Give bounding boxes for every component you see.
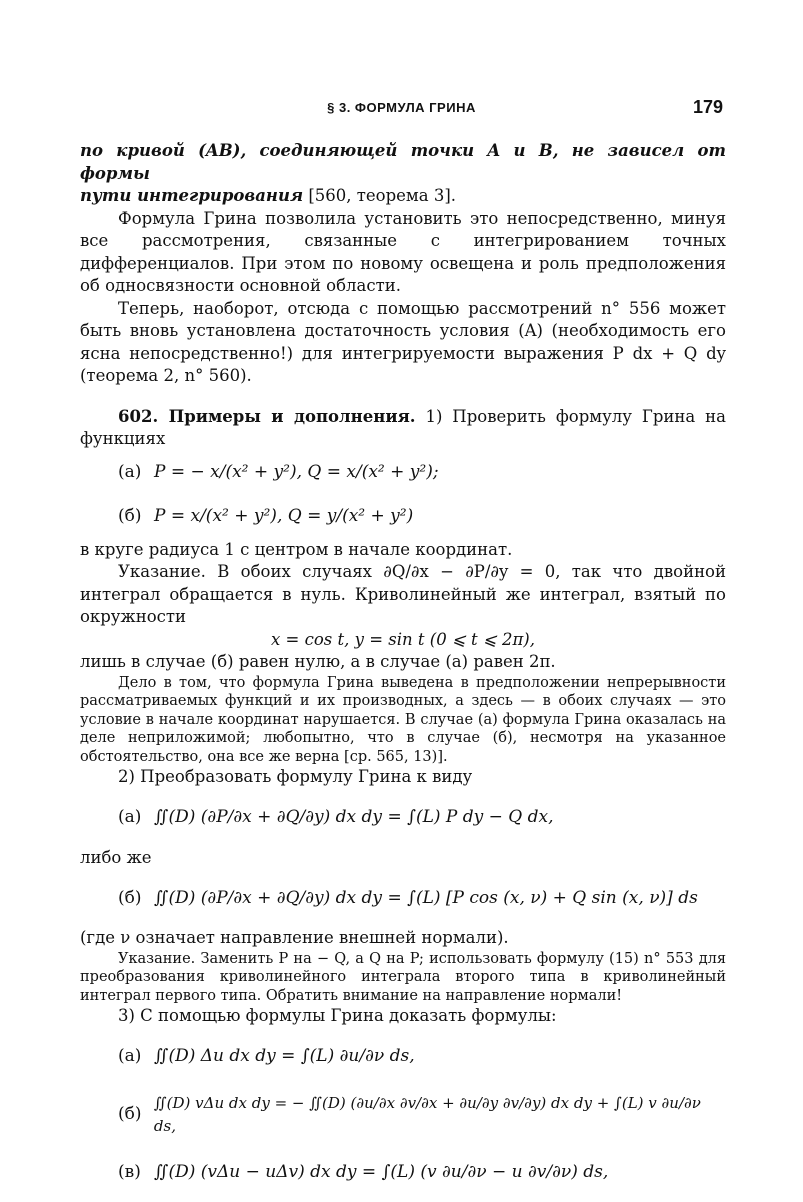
parametrization: x = cos t, y = sin t (0 ⩽ t ⩽ 2π), [271,629,535,649]
equation-a-body: P = − x/(x² + y²), Q = x/(x² + y²); [154,462,439,483]
page-body [80,140,726,1202]
equation-b-body: P = x/(x² + y²), Q = y/(x² + y²) [154,506,414,527]
task-2: 2) Преобразовать формулу Грина к виду [118,767,473,786]
equation-b [118,495,726,539]
paragraph-green-formula: Формула Грина позволила установить это непосредственно, минуя все рассмотрения, связанные с интегрированием точных дифференциалов. При этом по новому освещена и роль предположения об односвязности основной области. [80,208,726,295]
equation-a [118,451,726,495]
normal-note: (где ν означает направление внешней нормали). [80,928,509,947]
equation-b-label: (б) [118,506,142,527]
line-2-rest: [560, теорема 3]. [303,186,457,205]
formula-3a-body: ∬(D) Δu dx dy = ∫(L) ∂u/∂ν ds, [154,1046,415,1067]
formula-2a [118,789,726,847]
line-1: по кривой (AB), соединяющей точки A и B, не зависел от формы [80,141,726,183]
section-title: § 3. ФОРМУЛА ГРИНА [327,100,476,115]
formula-3c [118,1144,726,1202]
formula-3c-label: (в) [118,1162,141,1183]
formula-2a-label: (a) [118,807,142,828]
equation-a-label: (a) [118,462,142,483]
section-602-task: 1) Проверить формулу Грина на функциях [80,406,726,448]
formula-3c-body: ∬(D) (vΔu − uΔv) dx dy = ∫(L) (v ∂u/∂ν − u ∂v/∂ν) ds, [154,1162,609,1183]
section-602-label: 602. Примеры и дополнения. [118,406,416,426]
paragraph-sufficiency: Теперь, наоборот, отсюда с помощью рассмотрений n° 556 может быть вновь установлена достаточность условия (A) (необходимость его ясна непосредственно!) для интегрируемости выражения P dx + Q dy (теорема 2, n° 560). [80,298,726,385]
formula-3a-label: (a) [118,1046,142,1067]
formula-3b-body: ∬(D) vΔu dx dy = − ∬(D) (∂u/∂x ∂v/∂x + ∂u/∂y ∂v/∂y) dx dy + ∫(L) v ∂u/∂ν ds, [153,1094,701,1135]
formula-3b [118,1086,726,1144]
task-3: 3) С помощью формулы Грина доказать формулы: [118,1006,557,1025]
formula-3a [118,1028,726,1086]
formula-2b-label: (б) [118,887,142,908]
hint-2: Указание. Заменить P на − Q, а Q на P; использовать формулу (15) n° 553 для преобразования криволинейного интеграла второго типа в криволинейный интеграл первого типа. Обратить внимание на направление нормали! [80,950,726,1004]
paragraph-continuity: Дело в том, что формула Грина выведена в предположении непрерывности рассматриваемых функций и их производных, а здесь — в обоих случаях — это условие в начале координат нарушается. В случае (а) формула Грина оказалась на деле неприложимой; любопытно, что в случае (б), несмотря на указанное обстоятельство, она все же верна [ср. 565, 13)]. [80,674,726,765]
formula-2a-body: ∬(D) (∂P/∂x + ∂Q/∂y) dx dy = ∫(L) P dy − Q dx, [154,807,554,828]
hint-1: Указание. В обоих случаях ∂Q/∂x − ∂P/∂y = 0, так что двойной интеграл обращается в нуль. Криволинейный же интеграл, взятый по окружности [80,562,726,626]
line-2 [80,185,726,208]
zero-line: лишь в случае (б) равен нулю, а в случае (а) равен 2π. [80,652,556,671]
formula-2b [118,869,726,927]
or-line: либо же [80,847,152,867]
formula-2b-body: ∬(D) (∂P/∂x + ∂Q/∂y) dx dy = ∫(L) [P cos (x, ν) + Q sin (x, ν)] ds [154,887,698,908]
section-602-heading [80,406,726,451]
circle-line: в круге радиуса 1 с центром в начале координат. [80,539,513,559]
running-header [80,97,723,122]
page-number: 179 [692,97,723,117]
line-2-italic: пути интегрирования [80,186,304,205]
formula-3b-label: (б) [118,1104,142,1125]
